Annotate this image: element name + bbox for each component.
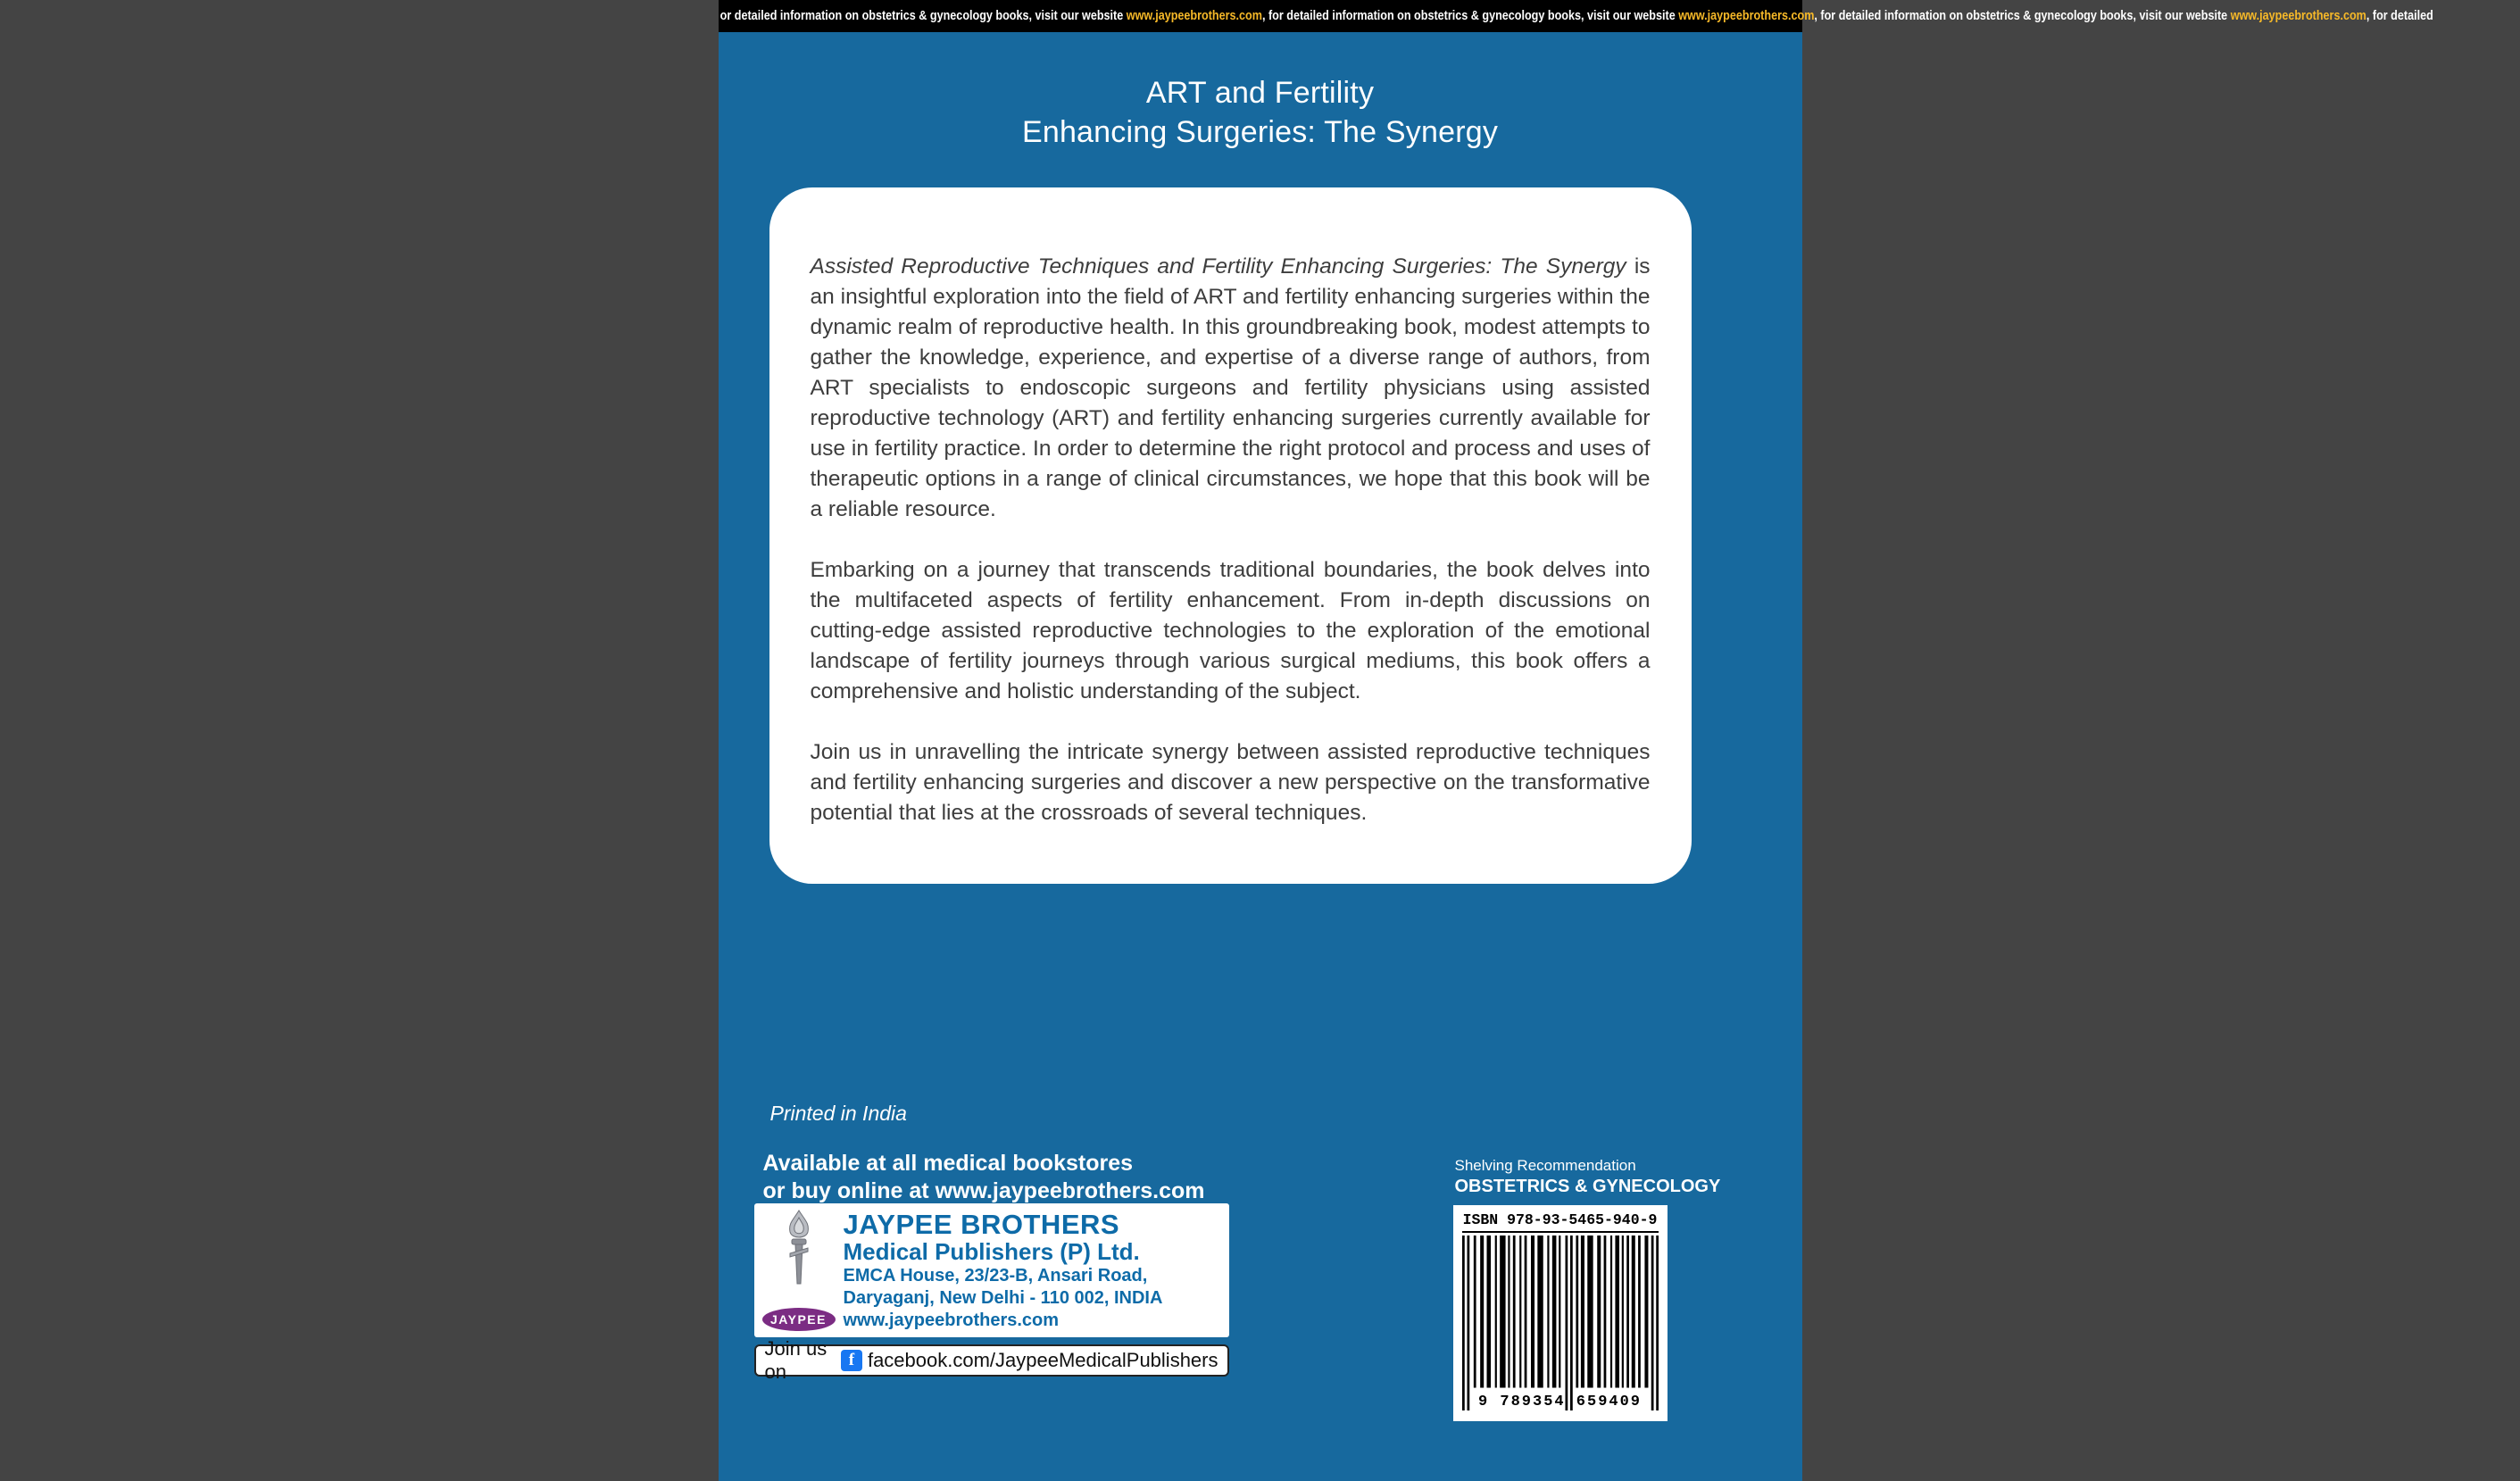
marquee-text: [719, 0, 2433, 32]
marquee-segment: , for detailed information on obstetrics & gynecology books, visit our website: [1261, 8, 1678, 23]
publisher-card: [754, 1203, 1229, 1337]
barcode-digits: 9 789354 659409: [1477, 1394, 1643, 1410]
facebook-icon: f: [841, 1350, 862, 1371]
shelving-category: OBSTETRICS & GYNECOLOGY: [1454, 1177, 1721, 1196]
barcode-card: [1453, 1205, 1668, 1421]
facebook-join-text: Join us on: [764, 1337, 828, 1383]
publisher-subtitle: Medical Publishers (P) Ltd.: [843, 1238, 1140, 1265]
shelving-recommendation: [1455, 1156, 1721, 1198]
facebook-handle: facebook.com/JaypeeMedicalPublishers: [867, 1349, 1218, 1371]
marquee-link: www.jaypeebrothers.com: [1126, 8, 1262, 23]
marquee-link: www.jaypeebrothers.com: [2230, 8, 2366, 23]
availability-note: [763, 1150, 1205, 1205]
marquee-segment: or detailed information on obstetrics & gynecology books, visit our website: [719, 8, 1127, 23]
printed-in-india: Printed in India: [769, 1102, 907, 1125]
isbn-label: ISBN 978-93-5465-940-9: [1462, 1211, 1659, 1233]
jaypee-logo-label: JAYPEE: [762, 1308, 836, 1331]
publisher-address-1: EMCA House, 23/23-B, Ansari Road,: [843, 1266, 1148, 1285]
book-title: [719, 73, 1802, 152]
synopsis-panel: [769, 187, 1692, 884]
facebook-bar: [754, 1337, 1229, 1383]
synopsis-paragraph-1-rest: is an insightful exploration into the field of ART and fertility enhancing surgeries within the dynamic realm of reproductive health. In this groundbreaking book, modest attempts to gather the knowledge, experience, and expertise of a diverse range of authors, from ART specialists to endoscopic surgeons and fertility physicians using assisted reproductive technology (ART) and fertility enhancing surgeries currently available for use in fertility practice. In order to determine the right protocol and process and uses of therapeutic options in a range of clinical circumstances, we hope that this book will be a reliable resource.: [810, 254, 1651, 521]
marquee-segment: , for detailed: [2366, 8, 2433, 23]
synopsis-lead-italic: Assisted Reproductive Techniques and Fertility Enhancing Surgeries: The Synergy: [810, 254, 1626, 279]
barcode-bars-svg: [1462, 1236, 1659, 1410]
publisher-website: www.jaypeebrothers.com: [843, 1310, 1060, 1330]
book-back-cover: [719, 0, 2433, 1481]
barcode-bars: [1462, 1236, 1659, 1410]
marquee-segment: , for detailed information on obstetrics & gynecology books, visit our website: [1813, 8, 2231, 23]
publisher-name: JAYPEE BROTHERS: [843, 1209, 1120, 1240]
availability-line2: or buy online at www.jaypeebrothers.com: [762, 1178, 1205, 1203]
publisher-address-2: Daryaganj, New Delhi - 110 002, INDIA: [843, 1288, 1163, 1308]
synopsis-paragraph-2: Embarking on a journey that transcends traditional boundaries, the book delves into the multifaceted aspects of fertility enhancement. From in-depth discussions on cutting-edge assisted reproductive technologies to the exploration of the emotional landscape of fertility journeys through various surgical mediums, this book offers a comprehensive and holistic understanding of the subject.: [810, 558, 1651, 703]
synopsis-paragraph-3: Join us in unravelling the intricate synergy between assisted reproductive techniques and fertility enhancing surgeries and discover a new perspective on the transformative potential that lies at the crossroads of several techniques.: [810, 740, 1651, 825]
synopsis-paragraph-1: [811, 252, 1651, 525]
availability-line1: Available at all medical bookstores: [762, 1151, 1134, 1176]
jaypee-logo: [754, 1203, 844, 1337]
book-title-line1: ART and Fertility: [1145, 76, 1375, 110]
marquee-link: www.jaypeebrothers.com: [1677, 8, 1814, 23]
book-title-line2: Enhancing Surgeries: The Synergy: [1021, 115, 1499, 149]
marquee-bar: [719, 0, 2433, 32]
shelving-label: Shelving Recommendation: [1454, 1157, 1636, 1174]
torch-icon: [770, 1207, 828, 1307]
publisher-info: [844, 1203, 1163, 1337]
